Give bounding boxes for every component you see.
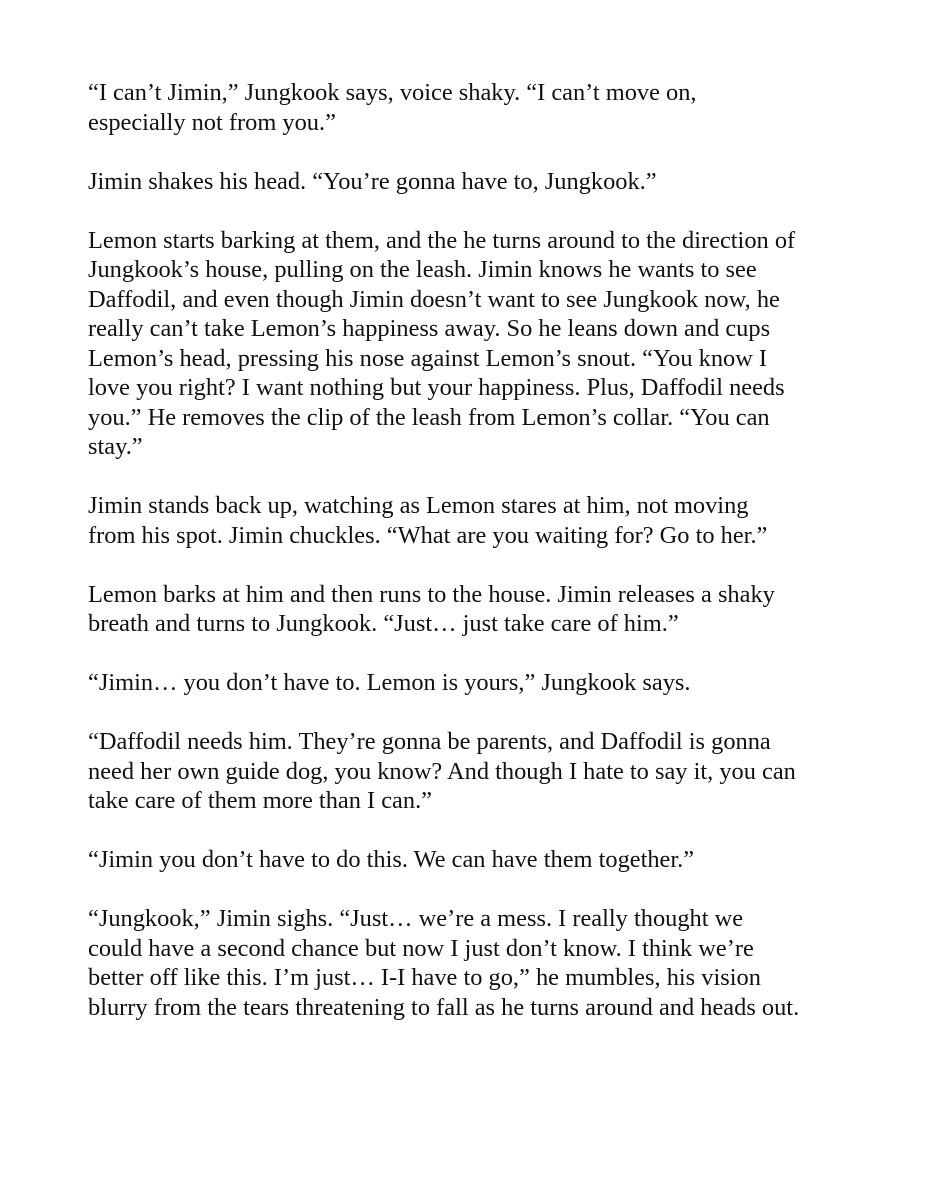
paragraph-8: “Jimin you don’t have to do this. We can have them together.” [88, 846, 695, 873]
paragraph-4: Jimin stands back up, watching as Lemon stares at him, not moving from his spot. Jimin chuckles. “What are you waiting for? Go to her.” [88, 492, 768, 549]
paragraph-3: Lemon starts barking at them, and the he turns around to the direction of Jungkook’s house, pulling on the leash. Jimin knows he wants to see Daffodil, and even though Jimin doesn’t want to see Jungkook now, he really can’t take Lemon’s happiness away. So he leans down and cups Lemon’s head, pressing his nose against Lemon’s snout. “You know I love you right? I want nothing but your happiness. Plus, Daffodil needs you.” He removes the clip of the leash from Lemon’s collar. “You can stay.” [88, 226, 796, 460]
paragraph-6: “Jimin… you don’t have to. Lemon is yours,” Jungkook says. [88, 669, 691, 696]
paragraph-9: “Jungkook,” Jimin sighs. “Just… we’re a mess. I really thought we could have a second chance but now I just don’t know. I think we’re better off like this. I’m just… I-I have to go,” he mumbles, his vision blurry from the tears threatening to fall as he turns around and heads out. [88, 905, 800, 1021]
paragraph-1: “I can’t Jimin,” Jungkook says, voice shaky. “I can’t move on, especially not from you.” [88, 79, 697, 136]
paragraph-7: “Daffodil needs him. They’re gonna be parents, and Daffodil is gonna need her own guide dog, you know? And though I hate to say it, you can take care of them more than I can.” [88, 728, 796, 814]
story-text [88, 78, 863, 1052]
paragraph-2: Jimin shakes his head. “You’re gonna have to, Jungkook.” [88, 167, 657, 195]
paragraph-5: Lemon barks at him and then runs to the house. Jimin releases a shaky breath and turns to Jungkook. “Just… just take care of him.” [88, 580, 775, 637]
